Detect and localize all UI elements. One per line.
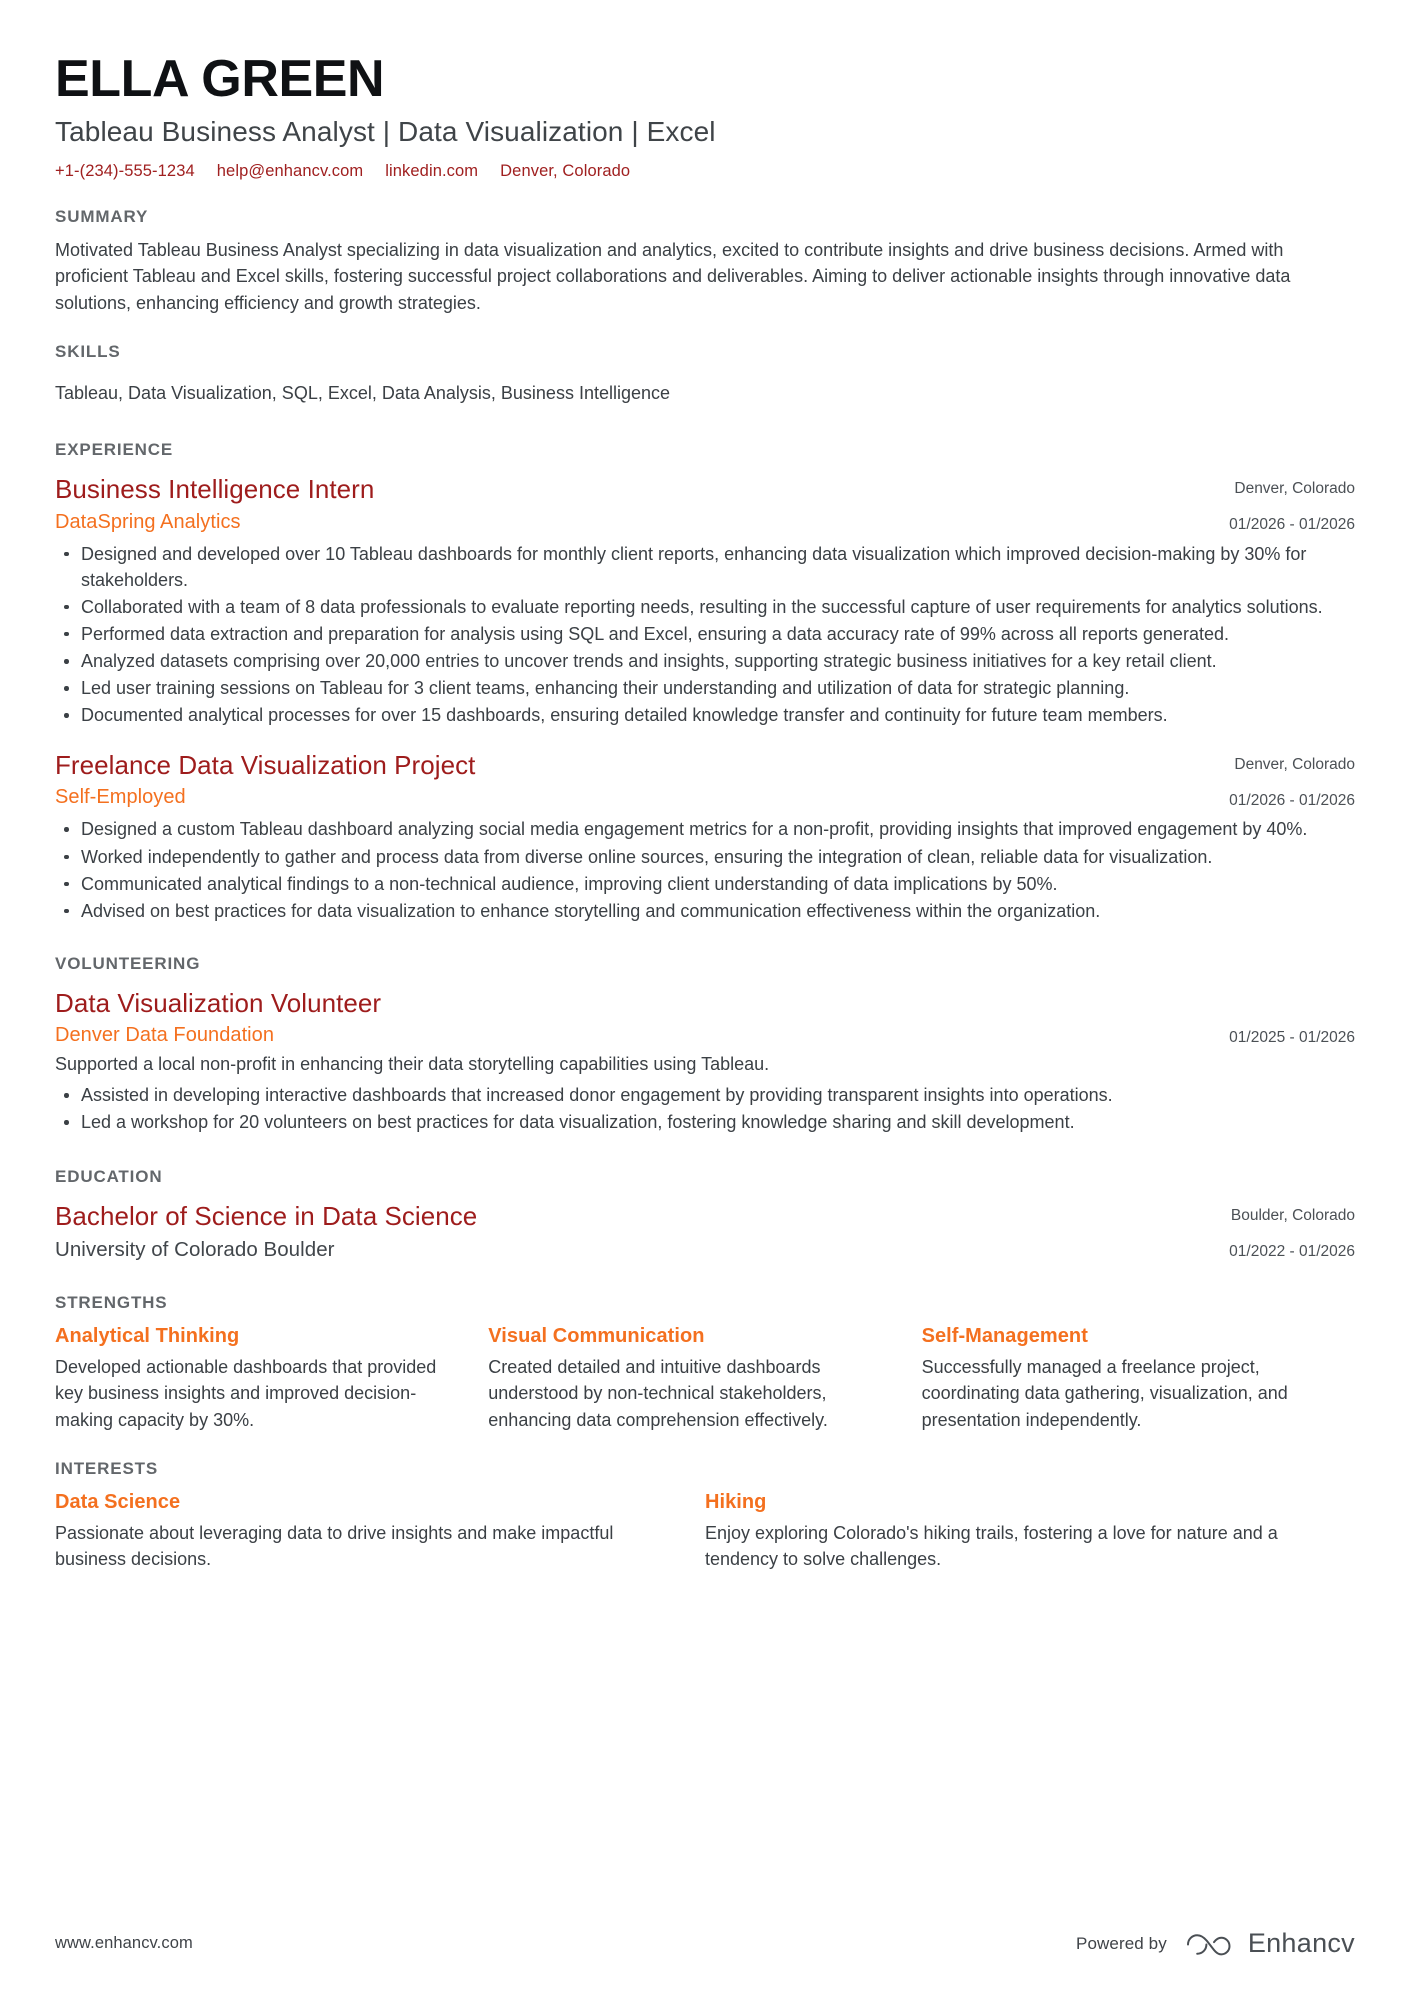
bullet-item: Collaborated with a team of 8 data professionals to evaluate reporting needs, resulting in the successful capture of user requirements for analytics solutions. [55, 594, 1355, 620]
bullet-item: Designed and developed over 10 Tableau dashboards for monthly client reports, enhancing data visualization which improved decision-making by 30% for stakeholders. [55, 541, 1355, 593]
bullet-item: Communicated analytical findings to a non-technical audience, improving client understanding of data implications by 50%. [55, 871, 1355, 897]
volunteering-entry-main [55, 988, 1229, 1049]
experience-location: Denver, Colorado [1234, 756, 1355, 774]
section-title-skills: SKILLS [55, 341, 121, 361]
experience-company: DataSpring Analytics [55, 510, 241, 533]
experience-entry-meta [1229, 750, 1355, 808]
enhancv-wordmark: Enhancv [1247, 1928, 1355, 1958]
strength-title: Analytical Thinking [55, 1325, 240, 1348]
education-entry-head [55, 1201, 1355, 1263]
contact-phone[interactable]: +1-(234)-555-1234 [55, 161, 195, 180]
contact-email[interactable]: help@enhancv.com [216, 161, 364, 180]
resume-footer [55, 1928, 1355, 1959]
section-volunteering [55, 954, 1355, 1135]
experience-entry-main [55, 474, 1229, 535]
education-entry-main [55, 1201, 1229, 1263]
section-interests [55, 1459, 1355, 1573]
experience-entry-main [55, 750, 1229, 811]
interest-item [55, 1489, 705, 1573]
volunteering-entry-head [55, 988, 1355, 1049]
interests-columns [55, 1489, 1355, 1573]
experience-dates: 01/2026 - 01/2026 [1229, 791, 1355, 809]
experience-role: Freelance Data Visualization Project [55, 750, 476, 781]
section-title-summary: SUMMARY [55, 206, 149, 226]
resume-header [55, 50, 1355, 181]
education-location: Boulder, Colorado [1230, 1207, 1355, 1225]
bullet-item: Analyzed datasets comprising over 20,000 entries to uncover trends and insights, supporting strategic business initiatives for a key retail client. [55, 648, 1355, 674]
education-dates: 01/2022 - 01/2026 [1229, 1242, 1355, 1260]
strength-title: Self-Management [921, 1325, 1088, 1348]
section-experience [55, 440, 1355, 923]
strength-text: Developed actionable dashboards that provided key business insights and improved decision-making capacity by 30%. [55, 1357, 437, 1430]
experience-bullets [55, 816, 1355, 923]
volunteering-role: Data Visualization Volunteer [55, 987, 382, 1018]
education-entry-meta [1229, 1201, 1355, 1259]
experience-company: Self-Employed [55, 786, 186, 809]
bullet-item: Performed data extraction and preparation for analysis using SQL and Excel, ensuring a data accuracy rate of 99% across all reports generated. [55, 621, 1355, 647]
skills-text: Tableau, Data Visualization, SQL, Excel, Data Analysis, Business Intelligence [55, 382, 671, 403]
section-title-strengths: STRENGTHS [55, 1293, 168, 1313]
strength-item [55, 1323, 488, 1433]
bullet-item: Assisted in developing interactive dashboards that increased donor engagement by providing transparent insights into operations. [55, 1082, 1355, 1108]
strengths-columns [55, 1323, 1355, 1433]
candidate-headline: Tableau Business Analyst | Data Visualization | Excel [55, 116, 716, 148]
interest-text: Passionate about leveraging data to drive insights and make impactful business decisions. [55, 1522, 614, 1570]
candidate-name: ELLA GREEN [55, 50, 385, 108]
contact-linkedin[interactable]: linkedin.com [385, 161, 479, 180]
footer-brand [1076, 1928, 1355, 1959]
section-title-education: EDUCATION [55, 1167, 163, 1187]
bullet-item: Led a workshop for 20 volunteers on best practices for data visualization, fostering knowledge sharing and skill development. [55, 1109, 1355, 1135]
strength-text: Successfully managed a freelance project, coordinating data gathering, visualization, and presentation independently. [921, 1357, 1288, 1430]
section-education [55, 1167, 1355, 1263]
bullet-item: Documented analytical processes for over 15 dashboards, ensuring detailed knowledge transfer and continuity for future team members. [55, 702, 1355, 728]
interest-title: Data Science [55, 1490, 181, 1513]
bullet-item: Advised on best practices for data visualization to enhance storytelling and communication effectiveness within the organization. [55, 898, 1355, 924]
volunteering-bullets [55, 1082, 1355, 1135]
powered-by-label: Powered by [1076, 1933, 1167, 1953]
volunteering-description: Supported a local non-profit in enhancing their data storytelling capabilities using Tableau. [55, 1054, 770, 1075]
strength-item [922, 1323, 1355, 1433]
experience-entry-head [55, 474, 1355, 535]
experience-entry-head [55, 750, 1355, 811]
education-degree: Bachelor of Science in Data Science [55, 1201, 478, 1232]
bullet-item: Designed a custom Tableau dashboard analyzing social media engagement metrics for a non-profit, providing insights that improved engagement by 40%. [55, 816, 1355, 842]
experience-entry [55, 474, 1355, 728]
section-summary [55, 207, 1355, 316]
interest-item [705, 1489, 1355, 1573]
strength-text: Created detailed and intuitive dashboards understood by non-technical stakeholders, enhancing data comprehension effectively. [488, 1357, 828, 1430]
experience-entry [55, 750, 1355, 924]
volunteering-org: Denver Data Foundation [55, 1024, 275, 1047]
education-school: University of Colorado Boulder [55, 1237, 335, 1261]
volunteering-dates: 01/2025 - 01/2026 [1229, 1028, 1355, 1046]
experience-role: Business Intelligence Intern [55, 474, 375, 505]
summary-text: Motivated Tableau Business Analyst specializing in data visualization and analytics, excited to contribute insights and drive business decisions. Armed with proficient Tableau and Excel skills, fostering successful project collaborations and deliverables. Aiming to deliver actionable insights through innovative data solutions, enhancing efficiency and growth strategies. [55, 239, 1291, 313]
volunteering-entry [55, 988, 1355, 1135]
section-title-volunteering: VOLUNTEERING [55, 953, 201, 973]
section-title-experience: EXPERIENCE [55, 440, 174, 460]
interest-title: Hiking [705, 1490, 767, 1513]
strength-item [488, 1323, 921, 1433]
enhancv-logo [1185, 1928, 1355, 1959]
section-strengths [55, 1293, 1355, 1433]
experience-bullets [55, 541, 1355, 729]
footer-url[interactable]: www.enhancv.com [55, 1934, 193, 1952]
interest-text: Enjoy exploring Colorado's hiking trails, fostering a love for nature and a tendency to solve challenges. [705, 1522, 1278, 1570]
contact-row [55, 162, 1355, 181]
experience-location: Denver, Colorado [1234, 480, 1355, 498]
experience-entry-meta [1229, 474, 1355, 532]
experience-dates: 01/2026 - 01/2026 [1229, 515, 1355, 533]
contact-location: Denver, Colorado [500, 161, 631, 180]
section-skills [55, 342, 1355, 406]
enhancv-mark-icon [1185, 1929, 1237, 1959]
section-title-interests: INTERESTS [55, 1458, 159, 1478]
strength-title: Visual Communication [488, 1325, 705, 1348]
volunteering-entry-meta [1229, 988, 1355, 1046]
education-entry [55, 1201, 1355, 1263]
bullet-item: Worked independently to gather and process data from diverse online sources, ensuring the integration of clean, reliable data for visualization. [55, 844, 1355, 870]
bullet-item: Led user training sessions on Tableau for 3 client teams, enhancing their understanding and utilization of data for strategic planning. [55, 675, 1355, 701]
